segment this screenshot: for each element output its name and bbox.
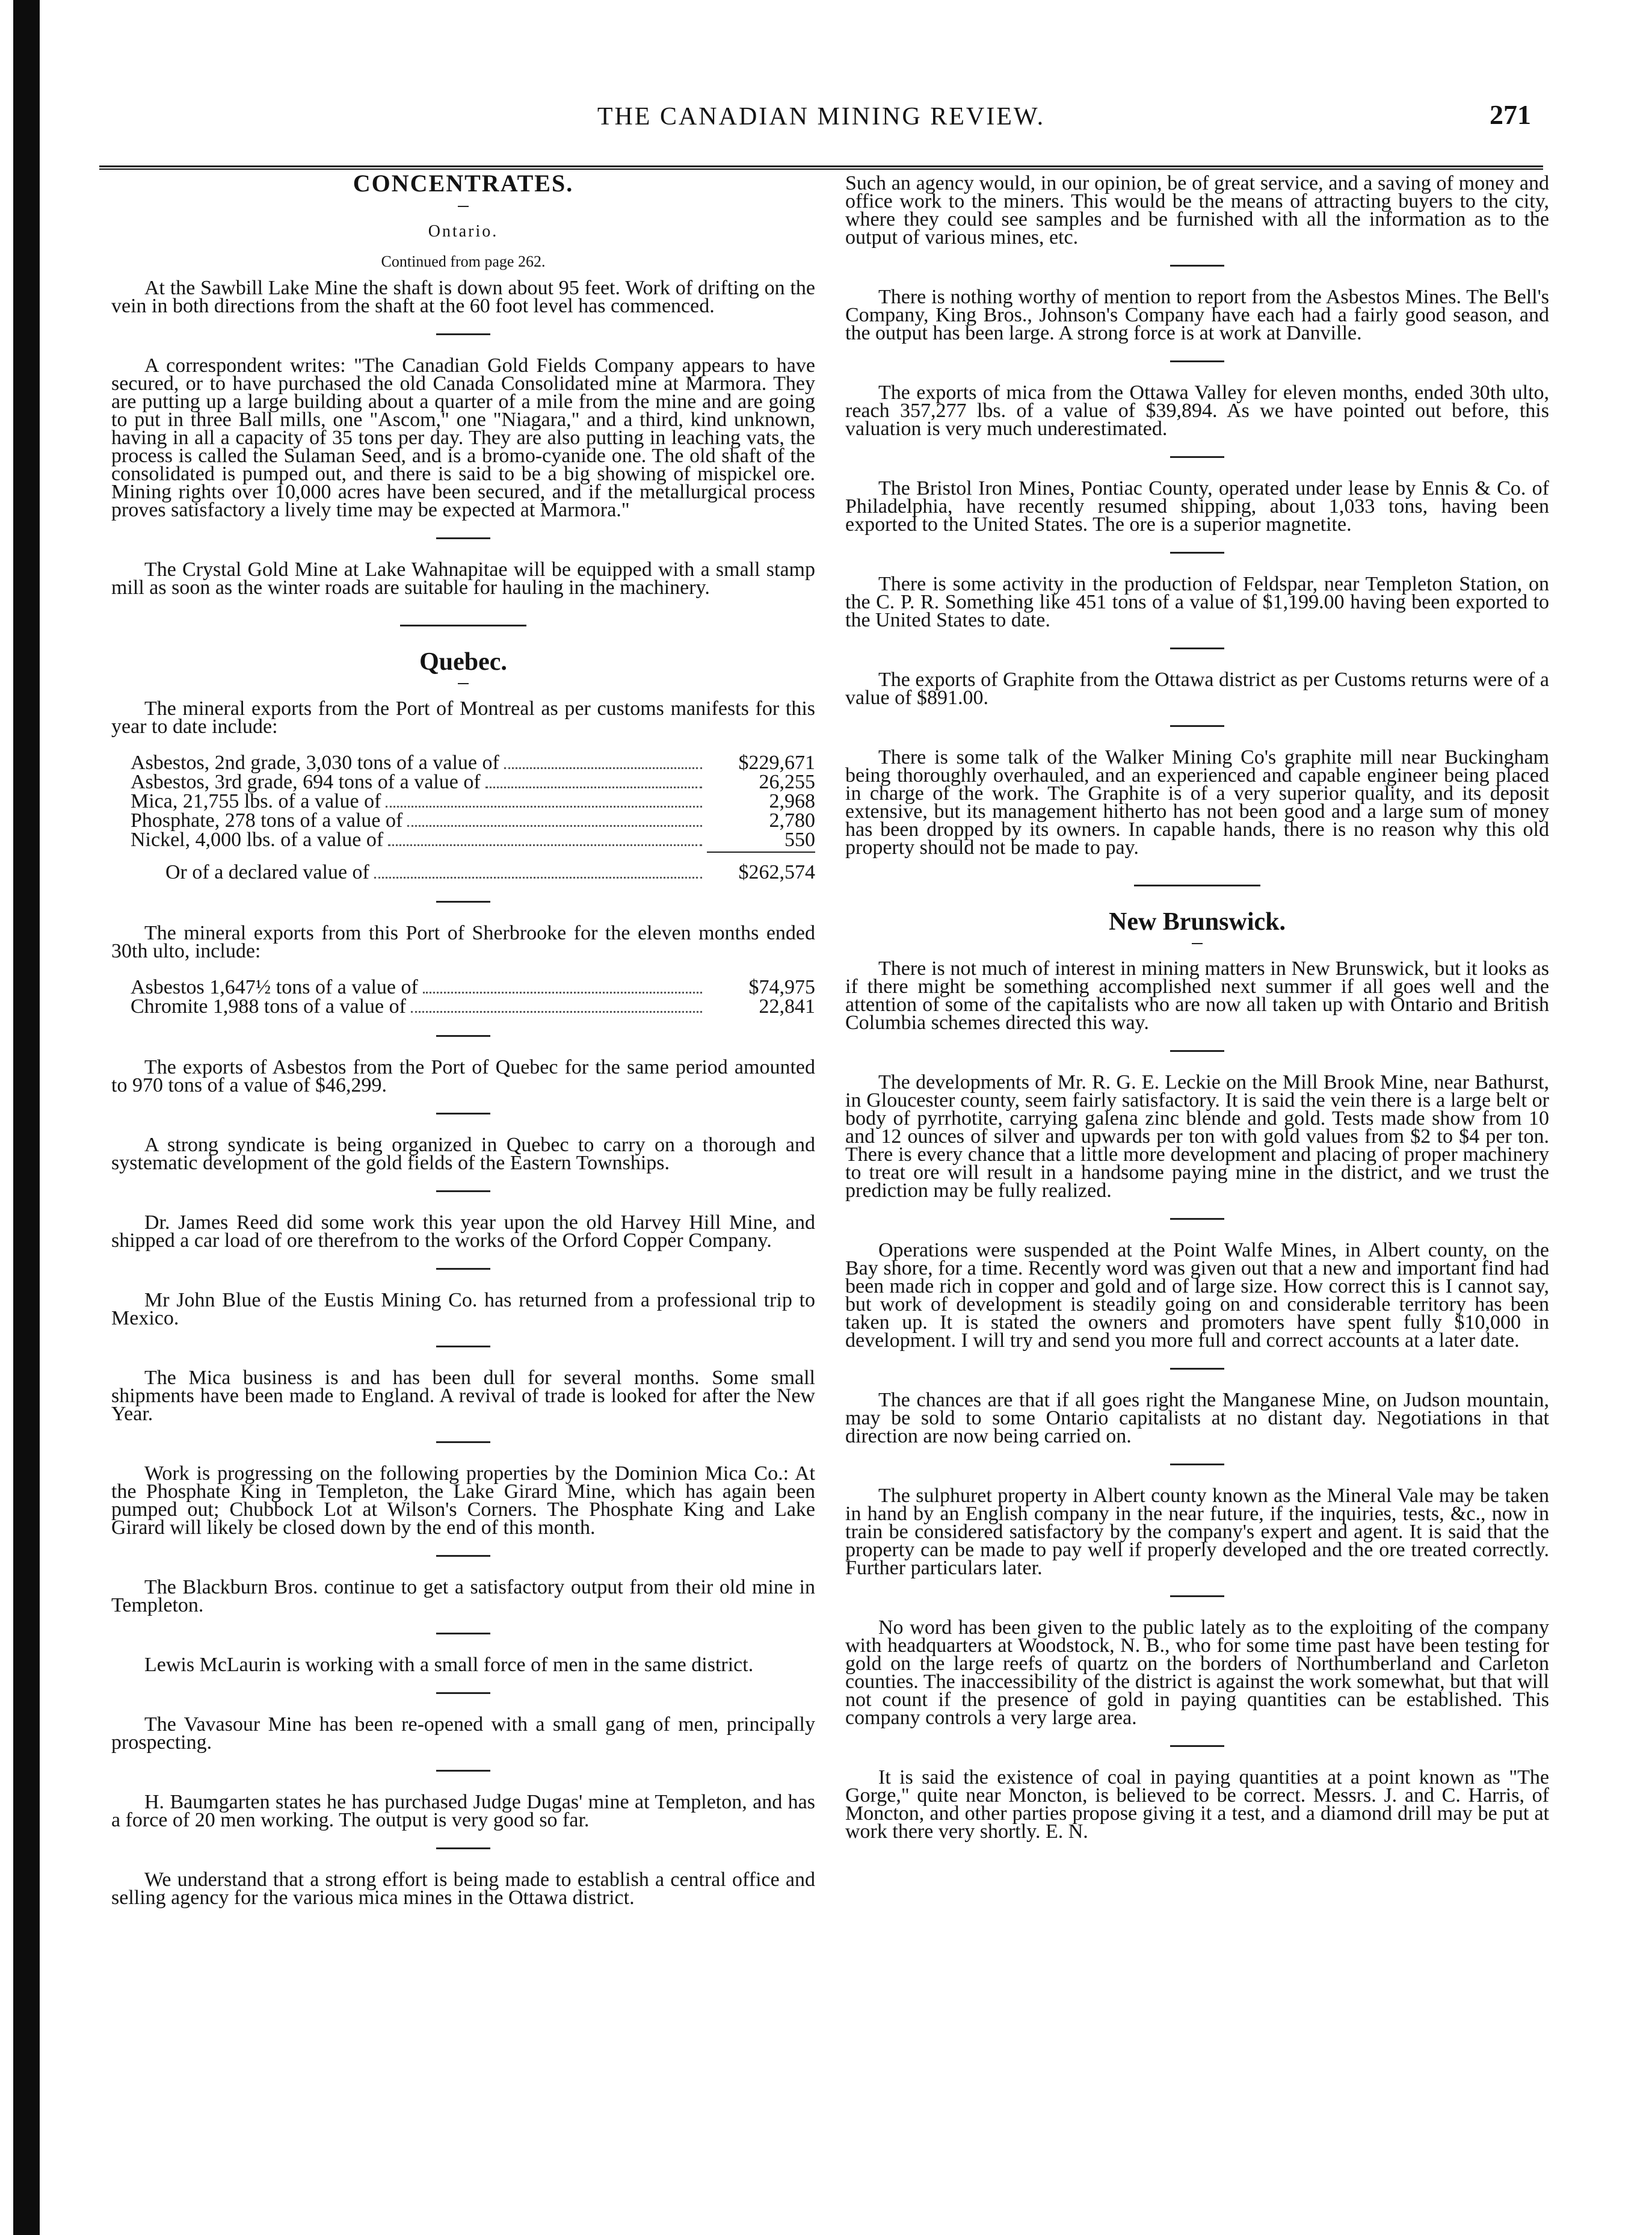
separator-rule xyxy=(1170,648,1224,649)
list-item xyxy=(111,831,815,850)
paragraph: The Crystal Gold Mine at Lake Wahnapitae will be equipped with a small stamp mill as soon as the winter roads are suitable for hauling in the machinery. xyxy=(111,558,815,599)
left-column xyxy=(111,170,815,1925)
header-rule xyxy=(99,165,1543,170)
export-value: 26,255 xyxy=(759,771,815,793)
separator-rule xyxy=(1170,1050,1224,1052)
separator-rule xyxy=(436,1190,490,1192)
paragraph: The sulphuret property in Albert county known as the Mineral Vale may be taken in hand by an English company in the near future, if the inquiries, tests, &c., now in train be considered satisfactory by the company's expert and agent. It is said that the property can be made to pay well if properly developed and the ore treated correctly. Further particulars later. xyxy=(845,1485,1549,1579)
export-item: Asbestos, 3rd grade, 694 tons of a value of xyxy=(131,771,481,793)
separator-rule xyxy=(436,1441,490,1443)
paragraph: A strong syndicate is being organized in Quebec to carry on a thorough and systematic development of the gold fields of the Eastern Townships. xyxy=(111,1134,815,1174)
paragraph: A correspondent writes: "The Canadian Gold Fields Company appears to have secured, or to have purchased the old Canada Consolidated mine at Marmora. They are putting up a large building about a quarter of a mile from the mine and are going to put in three Ball mills, one "Ascom," one "Niagara," and a third, kind unknown, having in all a capacity of 35 tons per day. They are also putting in leaching vats, the process is called the Sulaman Seed, and is a bromo-cyanide one. The old shaft of the consolidated is pumped out, and there is said to be a big showing of mispickel ore. Mining rights over 10,000 acres have been secured, and if the metallurgical process proves satisfactory a lively time may be expected at Marmora." xyxy=(111,354,815,521)
paragraph: The Mica business is and has been dull for several months. Some small shipments have been made to England. A revival of trade is looked for after the New Year. xyxy=(111,1367,815,1425)
sum-rule xyxy=(707,852,815,853)
separator-rule xyxy=(1170,1368,1224,1370)
separator-rule xyxy=(436,1847,490,1849)
paragraph: At the Sawbill Lake Mine the shaft is down about 95 feet. Work of drifting on the vein in both directions from the shaft at the 60 foot level has commenced. xyxy=(111,277,815,317)
export-item: Mica, 21,755 lbs. of a value of xyxy=(131,790,381,812)
separator-rule xyxy=(1170,360,1224,362)
separator-rule xyxy=(1170,1464,1224,1465)
separator-rule xyxy=(436,333,490,335)
quebec-heading: Quebec. xyxy=(419,648,507,676)
export-value: $229,671 xyxy=(738,752,815,774)
paragraph: The developments of Mr. R. G. E. Leckie on the Mill Brook Mine, near Bathurst, in Gloucester county, seem fairly satisfactory. It is said the vein there is a large belt or body of pyrrhotite, carrying galena zinc blende and gold. Tests made show from 10 and 12 ounces of silver and upwards per ton with gold values from $2 to $4 per ton. There is every chance that a little more development and placing of proper machinery to treat ore will result in a handsome paying mine in the district, and we trust the prediction may be fully realized. xyxy=(845,1071,1549,1202)
paragraph: We understand that a strong effort is being made to establish a central office and selling agency for the various mica mines in the Ottawa district. xyxy=(111,1869,815,1909)
paragraph: There is some activity in the production of Feldspar, near Templeton Station, on the C. P. R. Something like 451 tons of a value of $1,199.00 having been exported to the United States to date. xyxy=(845,573,1549,631)
separator-rule xyxy=(1170,552,1224,554)
paragraph: Work is progressing on the following properties by the Dominion Mica Co.: At the Phosphate King in Templeton, the Lake Girard Mine, which has again been pumped out; Chubbock Lot at Wilson's Corners. The Phosphate King and Lake Girard will likely be closed down by the end of this month. xyxy=(111,1462,815,1539)
separator-rule xyxy=(436,1268,490,1270)
export-value: 22,841 xyxy=(759,995,815,1018)
separator-rule xyxy=(436,1035,490,1037)
paragraph: The Vavasour Mine has been re-opened with a small gang of men, principally prospecting. xyxy=(111,1713,815,1754)
export-item: Nickel, 4,000 lbs. of a value of xyxy=(131,829,384,851)
paragraph: Operations were suspended at the Point Walfe Mines, in Albert county, on the Bay shore, for a time. Recently word was given out that a new and important find had been made rich in copper and gold and of large size. How correct this is I cannot say, but work of development is steadily going on and considerable territory has been taken up. It is stated the owners and promoters have spent fully $10,000 in development. I will try and send you more full and correct accounts at a later date. xyxy=(845,1239,1549,1352)
paragraph: The exports of mica from the Ottawa Valley for eleven months, ended 30th ulto, reach 357,277 lbs. of a value of $39,894. As we have pointed out before, this valuation is very much underestimated. xyxy=(845,382,1549,440)
page-number: 271 xyxy=(1490,99,1531,130)
paragraph: Such an agency would, in our opinion, be of great service, and a saving of money and office work to the miners. This would be the means of attracting buyers to the city, where they could see samples and be furnished with all the information as to the output of various mines, etc. xyxy=(845,172,1549,249)
separator-rule xyxy=(436,1692,490,1694)
separator-rule xyxy=(436,1555,490,1557)
separator-rule xyxy=(1170,1595,1224,1597)
paragraph: The Bristol Iron Mines, Pontiac County, operated under lease by Ennis & Co. of Philadelphia, have recently resumed shipping, about 1,033 tons, having been exported to the United States. The ore is a superior magnetite. xyxy=(845,477,1549,536)
ontario-subtitle: Ontario. xyxy=(428,222,499,241)
list-total xyxy=(111,861,815,883)
export-item: Asbestos 1,647½ tons of a value of xyxy=(131,976,418,998)
page-header xyxy=(99,84,1543,138)
export-value: $74,975 xyxy=(748,976,815,998)
paragraph: No word has been given to the public lately as to the exploiting of the company with headquarters at Woodstock, N. B., who for some time past have been testing for gold on the large reefs of quartz on the borders of Northumberland and Carleton counties. The inaccessibility of the district is against the work somewhat, but that will not count if the presence of gold in paying quantities can be established. This company controls a very large area. xyxy=(845,1616,1549,1729)
export-item: Phosphate, 278 tons of a value of xyxy=(131,809,403,832)
paragraph: The mineral exports from the Port of Montreal as per customs manifests for this year to date include: xyxy=(111,697,815,738)
paragraph: The exports of Graphite from the Ottawa district as per Customs returns were of a value of $891.00. xyxy=(845,669,1549,709)
separator-rule xyxy=(436,1113,490,1114)
scan-margin-bar xyxy=(13,0,40,2235)
paragraph: It is said the existence of coal in paying quantities at a point known as "The Gorge," quite near Moncton, is believed to be correct. Messrs. J. and C. Harris, of Moncton, and other parties propose giving it a test, and a diamond drill may be put at work there very shortly. E. N. xyxy=(845,1766,1549,1843)
separator-rule xyxy=(436,901,490,903)
export-value: 2,968 xyxy=(769,790,815,812)
separator-rule xyxy=(436,1633,490,1634)
export-item: Asbestos, 2nd grade, 3,030 tons of a value of xyxy=(131,752,499,774)
separator-rule xyxy=(436,537,490,539)
separator-rule xyxy=(1170,1218,1224,1220)
paragraph: Lewis McLaurin is working with a small force of men in the same district. xyxy=(144,1654,754,1676)
heading-dash xyxy=(1192,943,1203,944)
new-brunswick-heading: New Brunswick. xyxy=(1108,908,1286,936)
paragraph: The exports of Asbestos from the Port of Quebec for the same period amounted to 970 tons of a value of $46,299. xyxy=(111,1056,815,1096)
section-rule xyxy=(1134,885,1260,886)
paragraph: There is not much of interest in mining matters in New Brunswick, but it looks as if there might be something accomplished next summer if all goes well and the attention of some of the capitalists who are now all taken up with Ontario and British Columbia schemes directed this way. xyxy=(845,957,1549,1034)
total-value: $262,574 xyxy=(738,861,815,883)
paragraph: There is nothing worthy of mention to report from the Asbestos Mines. The Bell's Company, King Bros., Johnson's Company have each had a fairly good season, and the output has been large. A strong force is at work at Danville. xyxy=(845,286,1549,344)
export-value: 550 xyxy=(784,829,815,851)
right-column xyxy=(845,172,1549,1859)
paragraph: The mineral exports from this Port of Sherbrooke for the eleven months ended 30th ulto, include: xyxy=(111,922,815,962)
separator-rule xyxy=(1170,265,1224,267)
list-item xyxy=(111,995,815,1018)
separator-rule xyxy=(1170,725,1224,727)
separator-rule xyxy=(436,1770,490,1772)
section-title: CONCENTRATES. xyxy=(353,170,574,197)
paragraph: The chances are that if all goes right the Manganese Mine, on Judson mountain, may be sold to some Ontario capitalists at no distant day. Negotiations in that direction are now being carried on. xyxy=(845,1389,1549,1447)
montreal-exports-list xyxy=(111,754,815,883)
running-head: THE CANADIAN MINING REVIEW. xyxy=(597,103,1046,131)
export-item: Chromite 1,988 tons of a value of xyxy=(131,995,406,1018)
section-rule xyxy=(400,625,526,626)
total-label: Or of a declared value of xyxy=(165,861,369,883)
title-dash xyxy=(458,206,469,207)
paragraph: The Blackburn Bros. continue to get a satisfactory output from their old mine in Templeton. xyxy=(111,1576,815,1616)
paragraph: There is some talk of the Walker Mining Co's graphite mill near Buckingham being thoroughly overhauled, and an experienced and capable engineer being placed in charge of the work. The Graphite is of a very superior quality, and its deposit extensive, but its management hitherto has not been good and a large sum of money has been dropped by its owners. In capable hands, there is no reason why this old property should not be made to pay. xyxy=(845,746,1549,859)
paragraph: Mr John Blue of the Eustis Mining Co. has returned from a professional trip to Mexico. xyxy=(111,1289,815,1329)
separator-rule xyxy=(1170,456,1224,458)
paragraph: H. Baumgarten states he has purchased Judge Dugas' mine at Templeton, and has a force of 20 men working. The output is very good so far. xyxy=(111,1791,815,1831)
export-value: 2,780 xyxy=(769,809,815,832)
separator-rule xyxy=(436,1346,490,1347)
heading-dash xyxy=(458,683,469,684)
continued-note: Continued from page 262. xyxy=(381,253,546,270)
separator-rule xyxy=(1170,1745,1224,1747)
paragraph: Dr. James Reed did some work this year upon the old Harvey Hill Mine, and shipped a car load of ore therefrom to the works of the Orford Copper Company. xyxy=(111,1211,815,1252)
sherbrooke-exports-list xyxy=(111,978,815,1017)
